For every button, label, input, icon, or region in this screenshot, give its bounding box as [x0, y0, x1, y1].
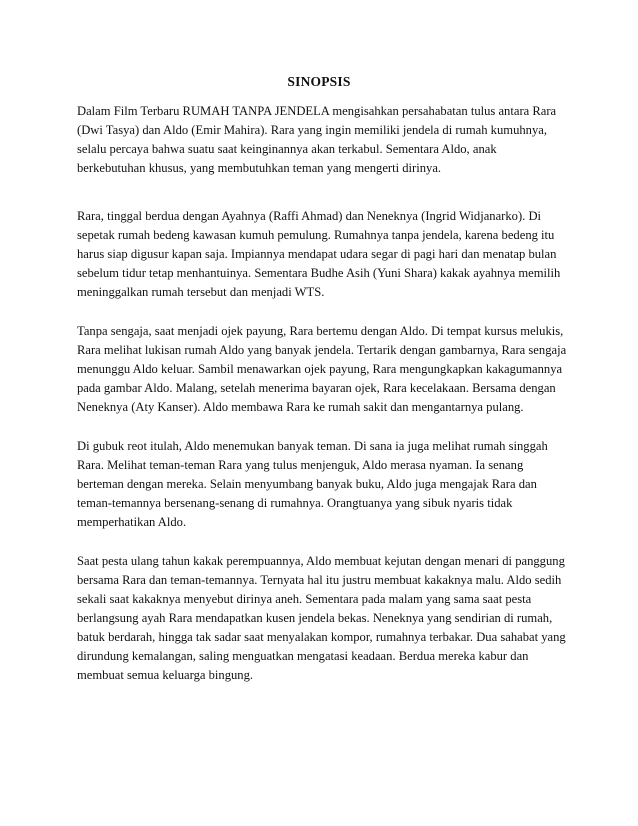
- paragraph-3: [77, 322, 577, 417]
- paragraph-2: [77, 207, 577, 302]
- text-line: sekali saat kakaknya menyebut dirinya aneh. Sementara pada malam yang sama saat pesta: [77, 592, 532, 606]
- text-line: berteman dengan mereka. Selain menyumbang banyak buku, Aldo juga mengajak Rara dan: [77, 477, 537, 491]
- text-line: pada gambar Aldo. Malang, setelah menerima bayaran ojek, Rara kecelakaan. Bersama dengan: [77, 381, 556, 395]
- text-line: Tanpa sengaja, saat menjadi ojek payung, Rara bertemu dengan Aldo. Di tempat kursus melukis,: [77, 324, 564, 338]
- paragraph-5: [77, 552, 577, 685]
- text-line: memperhatikan Aldo.: [77, 515, 187, 529]
- text-line: (Dwi Tasya) dan Aldo (Emir Mahira). Rara yang ingin memiliki jendela di rumah kumuhnya,: [77, 123, 547, 137]
- text-line: berkebutuhan khusus, yang membutuhkan teman yang mengerti dirinya.: [77, 161, 442, 175]
- text-line: dirundung kemalangan, saling menguatkan mengatasi keadaan. Berdua mereka kabur dan: [77, 649, 529, 663]
- text-line: sepetak rumah bedeng kawasan kumuh pemulung. Rumahnya tanpa jendela, karena bedeng itu: [77, 228, 555, 242]
- text-line: menunggu Aldo keluar. Sambil menawarkan ojek payung, Rara mengungkapkan kakagumannya: [77, 362, 563, 376]
- text-line: selalu percaya bahwa suatu saat keinginannya akan terkabul. Sementara Aldo, anak: [77, 142, 497, 156]
- text-line: Neneknya (Aty Kanser). Aldo membawa Rara ke rumah sakit dan mengantarnya pulang.: [77, 400, 524, 414]
- text-line: sebelum tidur tetap menhantuinya. Sementara Budhe Asih (Yuni Shara) kakak ayahnya memilih: [77, 266, 561, 280]
- text-line: teman-temannya bersenang-senang di rumahnya. Orangtuanya yang sibuk nyaris tidak: [77, 496, 513, 510]
- text-line: membuat semua keluarga bingung.: [77, 668, 254, 682]
- text-line: Saat pesta ulang tahun kakak perempuannya, Aldo membuat kejutan dengan menari di panggung: [77, 554, 565, 568]
- paragraph-4: [77, 437, 577, 532]
- text-line: Rara. Melihat teman-teman Rara yang tulus menjenguk, Aldo merasa nyaman. Ia senang: [77, 458, 524, 472]
- text-line: Rara, tinggal berdua dengan Ayahnya (Raffi Ahmad) dan Neneknya (Ingrid Widjanarko). Di: [77, 209, 542, 223]
- paragraph-1: [77, 102, 577, 178]
- text-line: Dalam Film Terbaru RUMAH TANPA JENDELA mengisahkan persahabatan tulus antara Rara: [77, 104, 557, 118]
- text-line: meninggalkan rumah tersebut dan menjadi WTS.: [77, 285, 325, 299]
- text-line: harus siap digusur kapan saja. Impiannya mendapat udara segar di pagi hari dan menatap bulan: [77, 247, 557, 261]
- text-line: batuk berdarah, hingga tak sadar saat menyalakan kompor, rumahnya terbakar. Dua sahabat yang: [77, 630, 566, 644]
- text-line: Rara melihat lukisan rumah Aldo yang banyak jendela. Tertarik dengan gambarnya, Rara sengaja: [77, 343, 567, 357]
- text-line: berlangsung ayah Rara mendapatkan kusen jendela bekas. Neneknya yang sendirian di rumah,: [77, 611, 553, 625]
- text-line: Di gubuk reot itulah, Aldo menemukan banyak teman. Di sana ia juga melihat rumah singgah: [77, 439, 548, 453]
- page-title: SINOPSIS: [287, 74, 351, 89]
- text-line: bersama Rara dan teman-temannya. Ternyata hal itu justru membuat kakaknya malu. Aldo sedih: [77, 573, 562, 587]
